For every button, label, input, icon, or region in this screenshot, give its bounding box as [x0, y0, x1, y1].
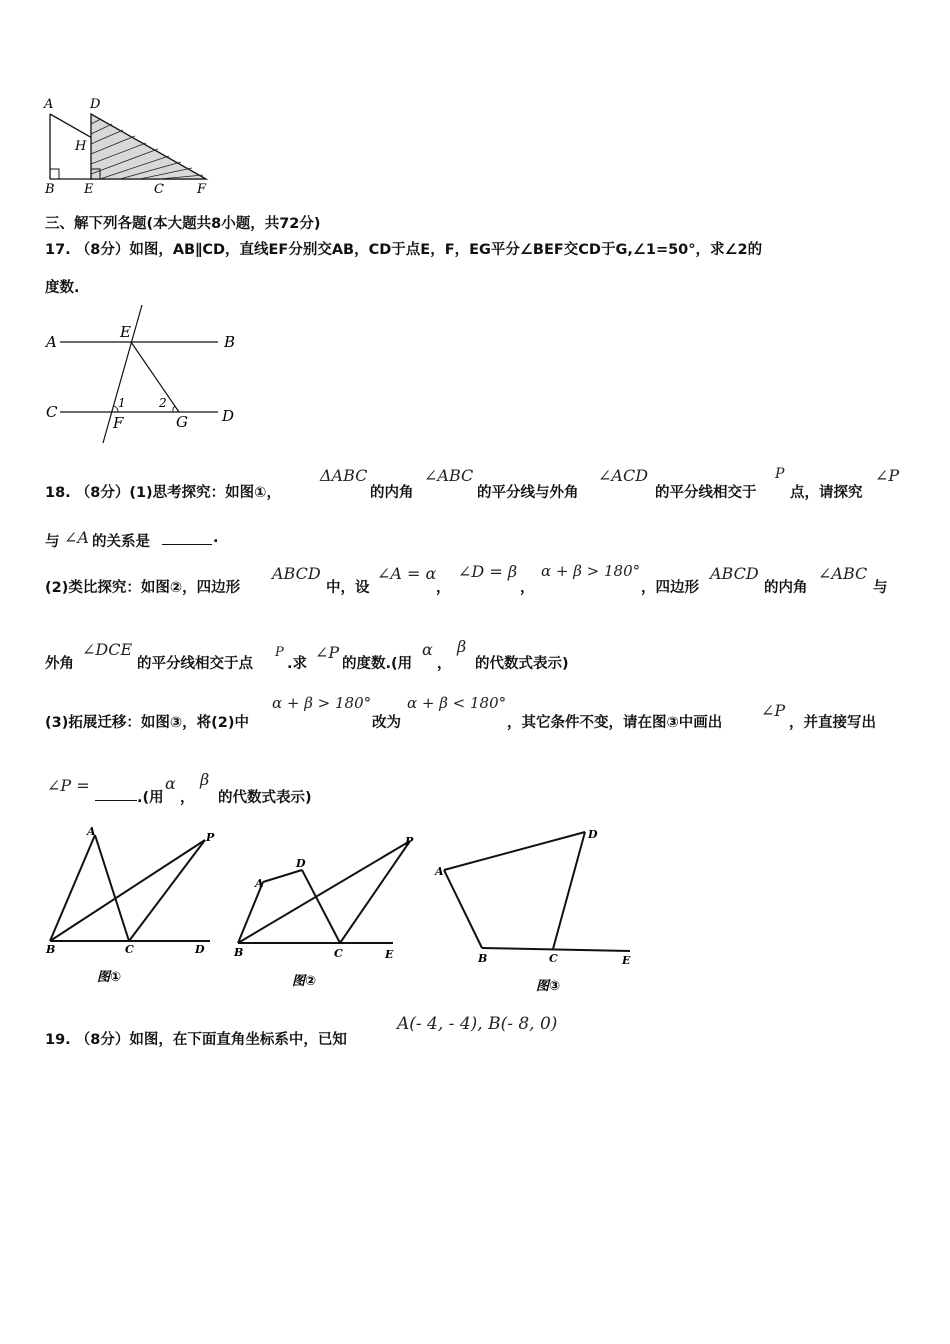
math-expr: ABCD: [272, 564, 321, 583]
math-expr: P: [775, 466, 785, 482]
q18-text: ，: [520, 580, 535, 596]
q18-text: 的代数式表示): [218, 790, 312, 806]
answer-blank[interactable]: [95, 786, 137, 801]
math-expr: α + β > 180°: [272, 694, 372, 712]
label-E: E: [385, 948, 394, 961]
label-D: D: [296, 857, 306, 870]
q18-text: 的关系是: [92, 534, 150, 550]
q18-text: 与: [873, 580, 888, 596]
math-expr: ∠A: [64, 528, 89, 547]
answer-blank[interactable]: [162, 530, 212, 545]
label-A: A: [46, 333, 57, 351]
math-expr: ∠DCE: [82, 640, 133, 659]
math-expr: ∠ABC: [818, 564, 868, 583]
q18-text: ，其它条件不变，请在图③中画出: [507, 715, 723, 731]
math-expr: ∠ABC: [424, 466, 474, 485]
label-C: C: [154, 182, 164, 197]
label-B: B: [234, 946, 244, 959]
math-expr: α + β < 180°: [407, 694, 507, 712]
label-P: P: [206, 831, 215, 844]
math-expr: P: [275, 645, 284, 660]
q18-text: 的代数式表示): [475, 656, 569, 672]
q18-text: .: [213, 530, 219, 546]
math-expr: ∠P: [761, 701, 786, 720]
label-C: C: [549, 952, 558, 965]
math-expr: ΔABC: [320, 466, 368, 485]
section-heading: 三、解下列各题(本大题共8小题，共72分): [45, 216, 321, 232]
label-F: F: [197, 182, 207, 197]
figure-q16: [40, 92, 220, 200]
q18-text: 的内角: [370, 485, 414, 501]
q18-text: ，四边形: [641, 580, 699, 596]
figure-q18-3: [430, 822, 640, 1002]
math-expr: β: [200, 770, 210, 789]
q18-text: 与: [45, 534, 60, 550]
math-expr: α + β > 180°: [541, 562, 641, 580]
math-expr: ∠A = α: [377, 564, 437, 583]
q18-text: 中，设: [326, 580, 370, 596]
q18-text: 的平分线相交于点: [137, 656, 253, 672]
q18-text: (2)类比探究：如图②，四边形: [45, 580, 241, 596]
q19-text: 19. （8分）如图，在下面直角坐标系中，已知: [45, 1032, 347, 1048]
label-D: D: [588, 828, 598, 841]
figure-caption: 图②: [292, 974, 317, 989]
figure-q18-1: [42, 825, 222, 990]
label-E: E: [120, 323, 131, 341]
label-G: G: [176, 413, 188, 431]
q18-text: .(用: [137, 790, 164, 806]
q18-text: 的平分线相交于: [655, 485, 757, 501]
math-expr: ABCD: [710, 564, 759, 583]
q18-text: 18. （8分）(1)思考探究：如图①，: [45, 485, 281, 501]
q18-text: 的平分线与外角: [477, 485, 579, 501]
label-A: A: [44, 97, 54, 112]
label-A: A: [87, 825, 96, 838]
label-B: B: [45, 182, 55, 197]
label-C: C: [125, 943, 134, 956]
q18-text: 外角: [45, 656, 74, 672]
label-D: D: [90, 97, 101, 112]
figure-caption: 图③: [536, 979, 561, 994]
q18-text: ，: [437, 656, 452, 672]
q18-text: ，并直接写出: [789, 715, 876, 731]
label-A: A: [435, 865, 444, 878]
q18-text: .求: [287, 656, 308, 672]
figure-caption: 图①: [97, 970, 122, 985]
q18-text: 的度数.(用: [342, 656, 413, 672]
q18-text: 改为: [372, 715, 401, 731]
label-E: E: [84, 182, 94, 197]
label-angle-1: 1: [118, 396, 126, 410]
math-expr: α: [165, 774, 176, 793]
math-expr: ∠P: [315, 643, 340, 662]
math-expr: α: [422, 640, 433, 659]
label-B: B: [46, 943, 56, 956]
q17-line2: 度数.: [45, 280, 80, 296]
label-E: E: [622, 954, 631, 967]
label-angle-2: 2: [159, 396, 167, 410]
label-F: F: [113, 414, 124, 432]
math-expr: A(- 4, - 4), B(- 8, 0): [397, 1014, 558, 1034]
math-expr: β: [457, 637, 467, 656]
math-expr: ∠P =: [47, 776, 90, 795]
label-C: C: [334, 947, 343, 960]
label-B: B: [478, 952, 488, 965]
label-D: D: [195, 943, 205, 956]
q18-text: 的内角: [764, 580, 808, 596]
q18-text: ，: [436, 580, 451, 596]
label-C: C: [46, 403, 58, 421]
math-expr: ∠P: [875, 466, 900, 485]
figure-q17: [42, 300, 242, 446]
label-D: D: [222, 407, 235, 425]
q17-line1: 17. （8分）如图，AB∥CD，直线EF分别交AB，CD于点E，F，EG平分∠BEF交CD于G,∠1=50°，求∠2的: [45, 242, 763, 258]
label-H: H: [75, 139, 87, 154]
q18-text: ，: [180, 790, 195, 806]
label-A: A: [255, 877, 264, 890]
q18-text: 点，请探究: [790, 485, 863, 501]
label-B: B: [224, 333, 236, 351]
math-expr: ∠ACD: [598, 466, 649, 485]
q18-text: (3)拓展迁移：如图③，将(2)中: [45, 715, 249, 731]
label-P: P: [405, 835, 414, 848]
figure-q18-2: [230, 830, 420, 995]
math-expr: ∠D = β: [458, 562, 518, 581]
